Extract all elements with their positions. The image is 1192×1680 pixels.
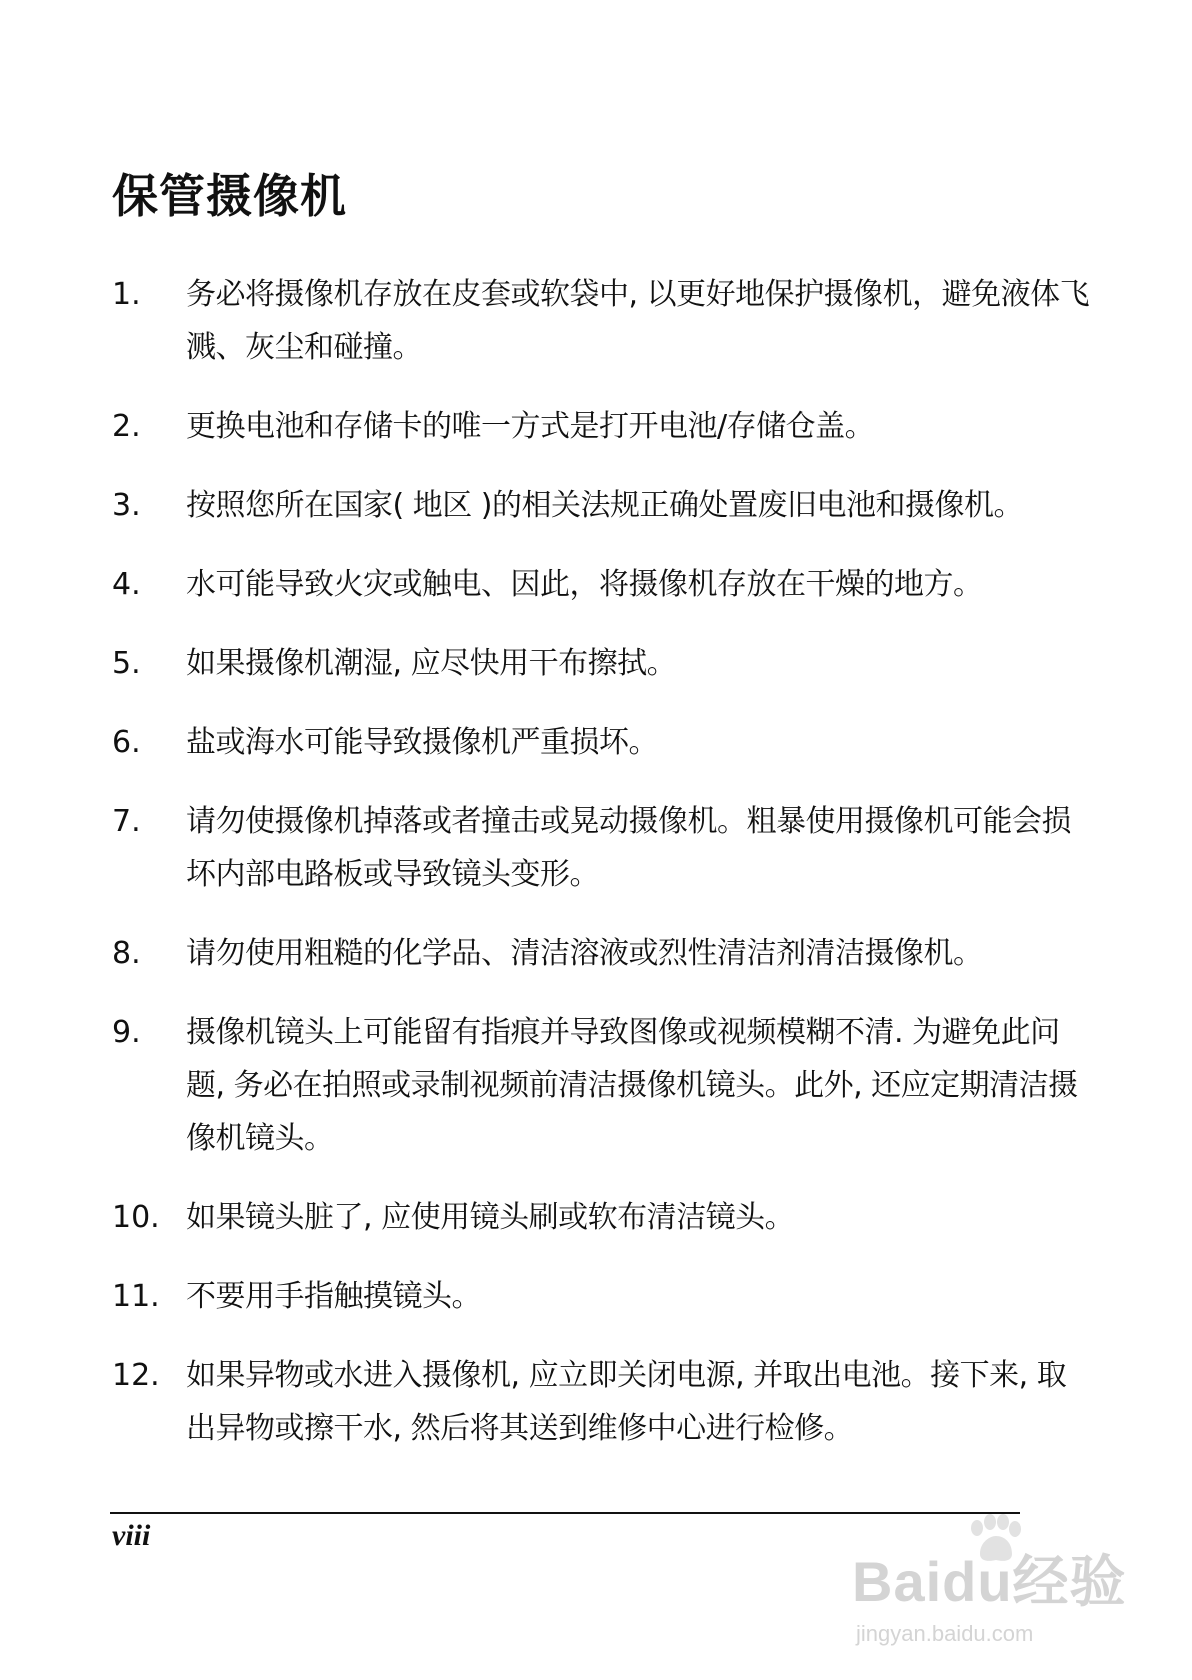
item-number: 8. [112, 936, 141, 971]
item-text: 如果异物或水进入摄像机, 应立即关闭电源, 并取出电池。接下来, 取出异物或擦干水, 然后将其送到维修中心进行检修。 [186, 1358, 1067, 1446]
list-item [112, 268, 1092, 374]
item-number: 7. [112, 804, 141, 839]
item-number: 10. [112, 1200, 160, 1235]
watermark-url: jingyan.baidu.com [856, 1621, 1034, 1646]
item-text: 盐或海水可能导致摄像机严重损坏。 [186, 725, 658, 760]
item-number: 6. [112, 725, 141, 760]
item-text: 务必将摄像机存放在皮套或软袋中, 以更好地保护摄像机，避免液体飞溅、灰尘和碰撞。 [186, 277, 1090, 365]
item-number: 2. [112, 409, 141, 444]
page-title: 保管摄像机 [112, 169, 347, 223]
list-item [112, 637, 1092, 690]
list-item [112, 1006, 1092, 1165]
list-item [112, 927, 1092, 980]
list-item [112, 479, 1092, 532]
item-text: 水可能导致火灾或触电、因此，将摄像机存放在干燥的地方。 [186, 567, 983, 602]
item-number: 11. [112, 1279, 160, 1314]
item-number: 12. [112, 1358, 160, 1393]
list-item [112, 716, 1092, 769]
list-item [112, 558, 1092, 611]
watermark [852, 1510, 1142, 1660]
watermark-brand: Baidu经验 [852, 1550, 1127, 1613]
list-item [112, 1349, 1092, 1455]
item-text: 请勿使摄像机掉落或者撞击或晃动摄像机。粗暴使用摄像机可能会损坏内部电路板或导致镜头变形。 [186, 804, 1071, 892]
item-number: 3. [112, 488, 141, 523]
care-instructions-list [112, 268, 1092, 1481]
item-text: 如果镜头脏了, 应使用镜头刷或软布清洁镜头。 [186, 1200, 795, 1235]
item-text: 请勿使用粗糙的化学品、清洁溶液或烈性清洁剂清洁摄像机。 [186, 936, 983, 971]
item-number: 9. [112, 1015, 141, 1050]
item-text: 按照您所在国家( 地区 )的相关法规正确处置废旧电池和摄像机。 [186, 488, 1023, 523]
item-text: 更换电池和存储卡的唯一方式是打开电池/存储仓盖。 [186, 409, 875, 444]
item-text: 不要用手指触摸镜头。 [186, 1279, 481, 1314]
list-item [112, 795, 1092, 901]
item-text: 如果摄像机潮湿, 应尽快用干布擦拭。 [186, 646, 677, 681]
list-item [112, 1191, 1092, 1244]
item-number: 5. [112, 646, 141, 681]
item-number: 4. [112, 567, 141, 602]
list-item [112, 1270, 1092, 1323]
list-item [112, 400, 1092, 453]
item-text: 摄像机镜头上可能留有指痕并导致图像或视频模糊不清. 为避免此问题, 务必在拍照或录制视频前清洁摄像机镜头。此外, 还应定期清洁摄像机镜头。 [186, 1015, 1078, 1156]
item-number: 1. [112, 277, 141, 312]
page-number: viii [112, 1519, 151, 1552]
